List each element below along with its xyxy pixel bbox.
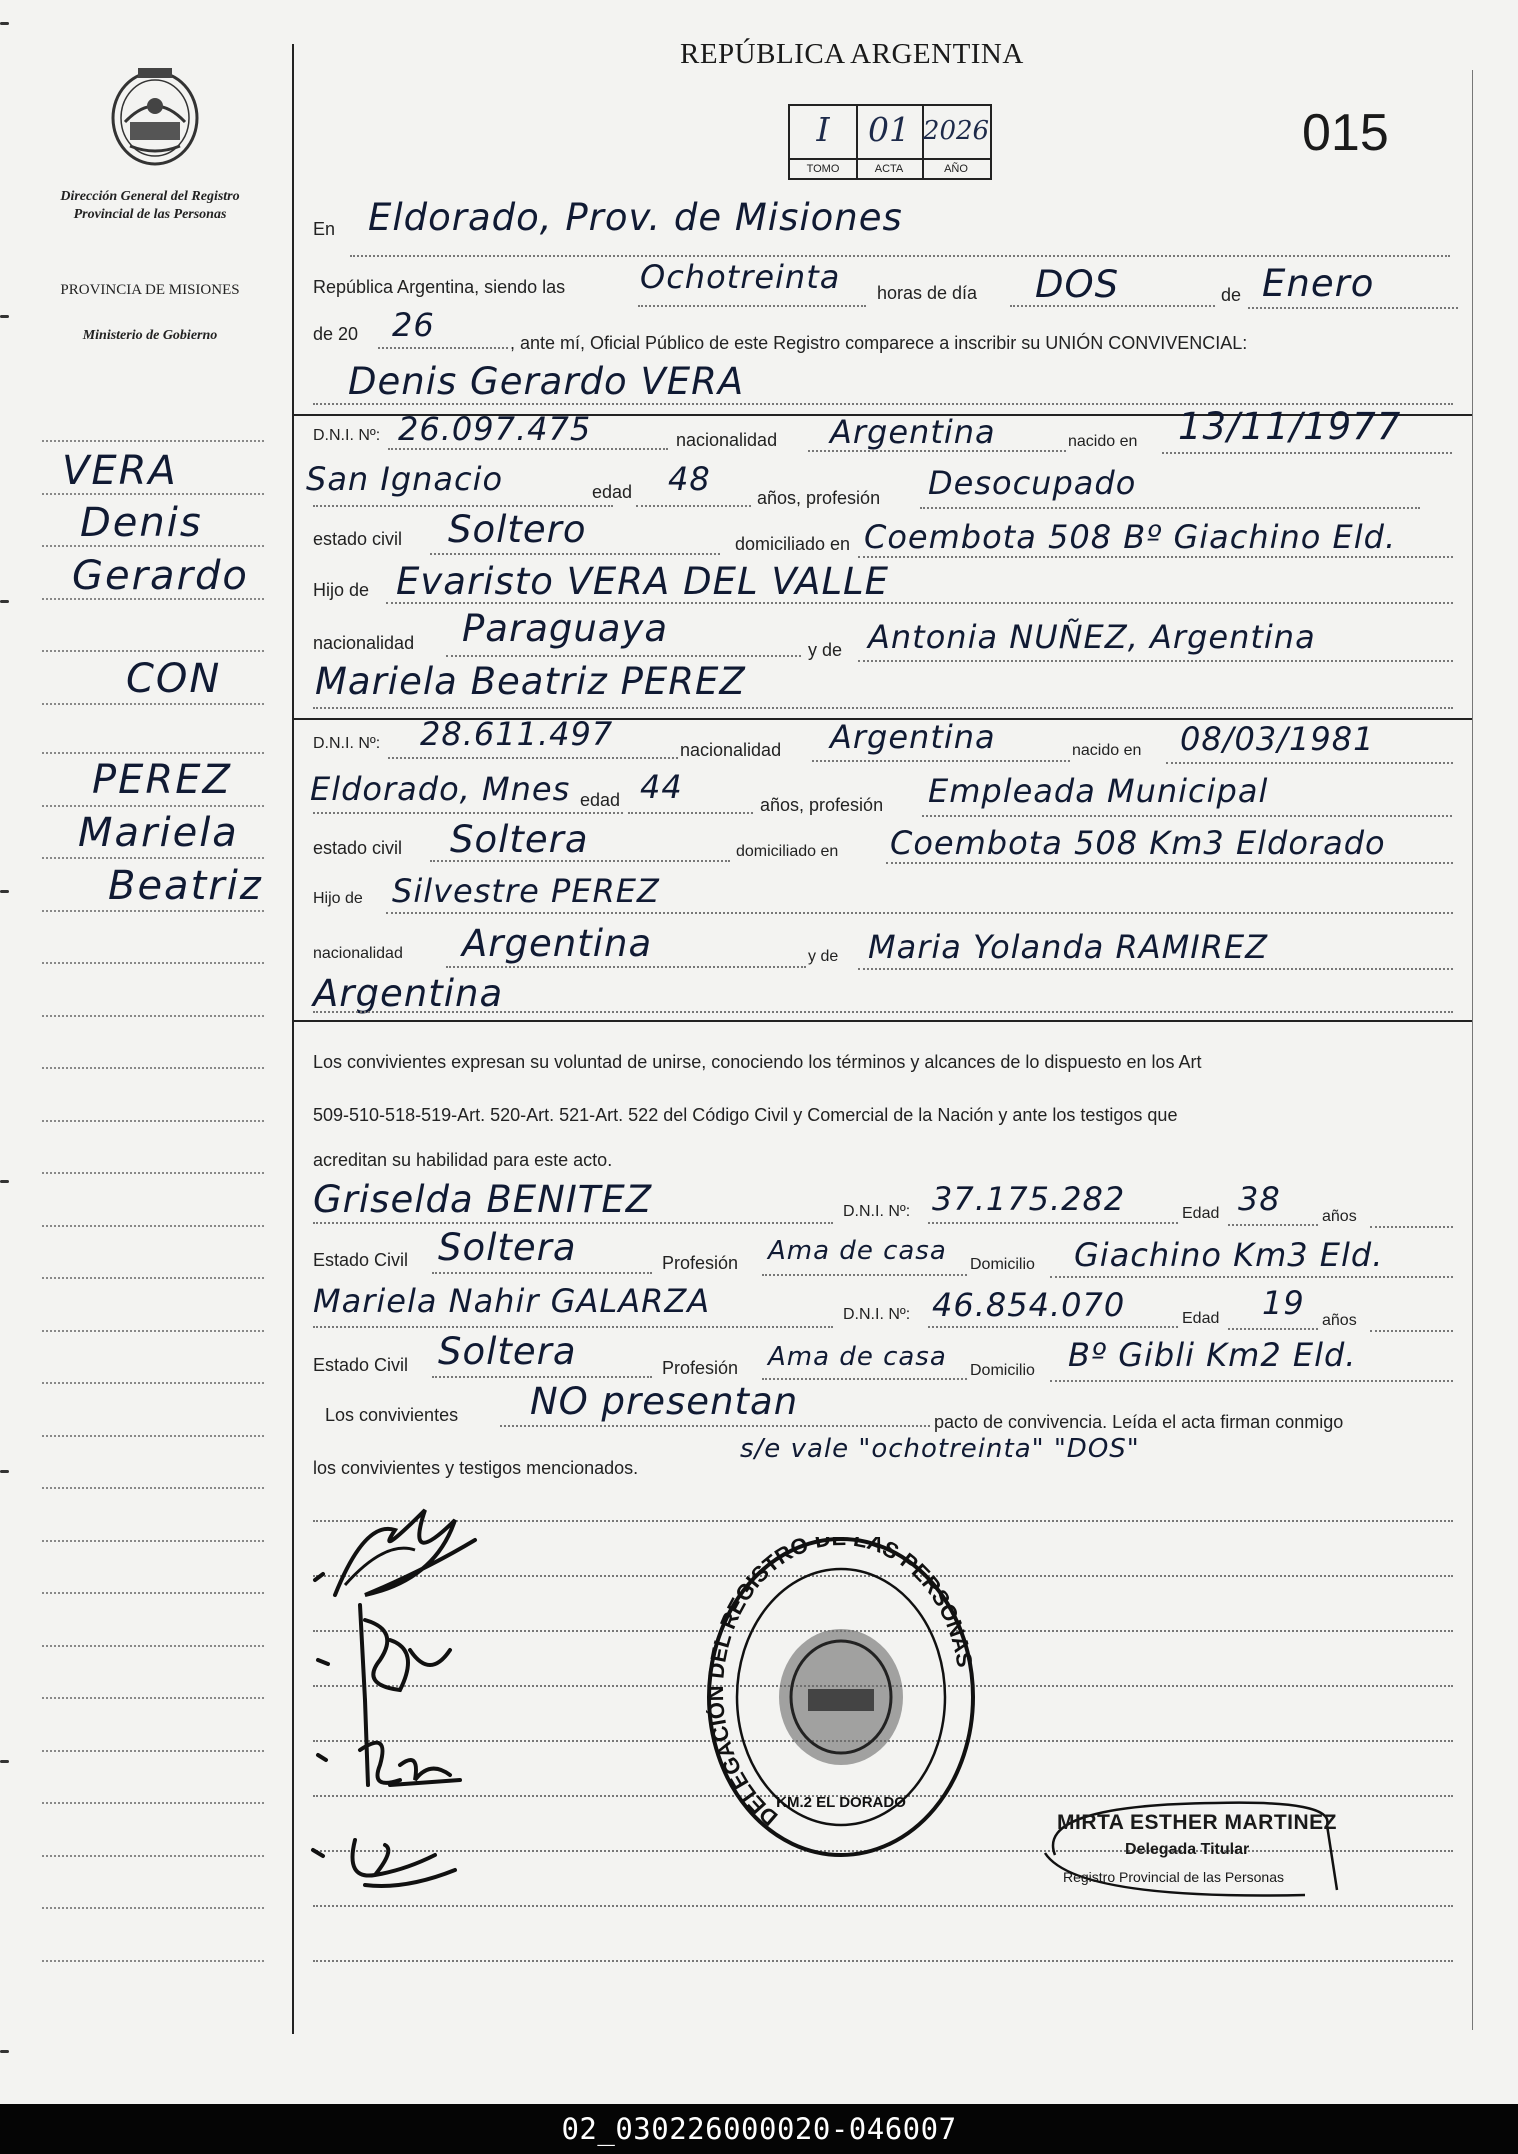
act-year: 26 bbox=[392, 306, 435, 344]
en-label: En bbox=[313, 219, 336, 239]
act-month: Enero bbox=[1262, 262, 1375, 305]
person2-mother-nationality: Argentina bbox=[313, 972, 504, 1015]
estado-civil-label-2: estado civil bbox=[313, 838, 403, 858]
witness1-civil-status: Soltera bbox=[438, 1226, 577, 1269]
y-de-label-1: y de bbox=[808, 640, 843, 660]
witness1-name: Griselda BENITEZ bbox=[313, 1178, 653, 1221]
stamp-ring-text: DELEGACI DEL REGISTRO DE LAS PERSONAS bbox=[706, 1537, 976, 1831]
binder-edge bbox=[0, 0, 10, 2104]
anos-label-w1: años bbox=[1322, 1208, 1357, 1225]
estado-civil-label-w2: Estado Civil bbox=[313, 1355, 409, 1375]
margin-firstname-2: Mariela bbox=[78, 810, 239, 856]
margin-divider bbox=[292, 44, 294, 2034]
edad-label-2: edad bbox=[580, 790, 621, 810]
person1-birth-place: San Ignacio bbox=[306, 460, 504, 498]
person1-nationality: Argentina bbox=[830, 413, 996, 451]
person1-profession: Desocupado bbox=[928, 464, 1137, 502]
dni-label-2: D.N.I. Nº: bbox=[313, 735, 381, 752]
signature-3 bbox=[310, 1690, 470, 1805]
officer-office: Registro Provincial de las Personas bbox=[1063, 1869, 1284, 1885]
person2-fullname: Mariela Beatriz PEREZ bbox=[315, 660, 746, 703]
estado-civil-label-1: estado civil bbox=[313, 529, 403, 549]
person2-age: 44 bbox=[640, 768, 683, 806]
witness2-name: Mariela Nahir GALARZA bbox=[313, 1282, 711, 1320]
margin-surname-2: PEREZ bbox=[92, 757, 232, 803]
person1-mother: Antonia NUÑEZ, Argentina bbox=[868, 618, 1316, 656]
nacido-en-label-2: nacido en bbox=[1072, 742, 1142, 759]
tomo-acta-ano-box bbox=[788, 104, 992, 180]
act-day: DOS bbox=[1035, 263, 1120, 306]
margin-middlename-1: Gerardo bbox=[72, 553, 249, 599]
person2-birth-place: Eldorado, Mnes bbox=[310, 770, 571, 808]
province-emblem-icon bbox=[100, 60, 210, 170]
anos-profesion-label-1: años, profesión bbox=[757, 488, 881, 508]
profesion-label-w1: Profesión bbox=[662, 1253, 739, 1273]
de-label: de bbox=[1221, 285, 1242, 305]
witness1-address: Giachino Km3 Eld. bbox=[1074, 1236, 1384, 1274]
registry-stamp bbox=[706, 1537, 976, 1867]
declaration-line-1: Los convivientes expresan su voluntad de unirse, conociendo los términos y alcances de lo dispuesto en los Art bbox=[313, 1052, 1202, 1072]
section-separator bbox=[292, 1020, 1472, 1022]
stamp-bottom-text: KM.2 EL DORADO bbox=[776, 1794, 906, 1811]
tomo-value: I bbox=[816, 110, 830, 149]
margin-middlename-2: Beatriz bbox=[108, 863, 263, 909]
hijo-de-label-1: Hijo de bbox=[313, 580, 370, 600]
person1-father-nationality: Paraguaya bbox=[462, 607, 669, 650]
pact-suffix: pacto de convivencia. Leída el acta firman conmigo bbox=[934, 1412, 1344, 1432]
tomo-cell bbox=[790, 106, 858, 178]
nacionalidad-label-1b: nacionalidad bbox=[313, 633, 415, 653]
right-border bbox=[1472, 70, 1473, 2030]
person2-father-nationality: Argentina bbox=[462, 922, 653, 965]
domiciliado-label-2: domiciliado en bbox=[736, 843, 839, 860]
person2-nationality: Argentina bbox=[830, 718, 996, 756]
person1-age: 48 bbox=[668, 460, 711, 498]
witness2-age: 19 bbox=[1262, 1284, 1305, 1322]
witness1-dni: 37.175.282 bbox=[932, 1180, 1126, 1218]
domicilio-label-w1: Domicilio bbox=[970, 1256, 1035, 1273]
person2-address: Coembota 508 Km3 Eldorado bbox=[890, 824, 1386, 862]
person1-birth-date: 13/11/1977 bbox=[1178, 405, 1402, 448]
domicilio-label-w2: Domicilio bbox=[970, 1362, 1035, 1379]
witness2-profession: Ama de casa bbox=[768, 1342, 947, 1372]
estado-civil-label-w1: Estado Civil bbox=[313, 1250, 409, 1270]
document-code: 02_030226000020-046007 bbox=[561, 2112, 957, 2146]
person1-civil-status: Soltero bbox=[448, 508, 587, 551]
nacionalidad-label-2b: nacionalidad bbox=[313, 945, 403, 962]
person2-mother: Maria Yolanda RAMIREZ bbox=[868, 928, 1269, 966]
witness2-dni: 46.854.070 bbox=[932, 1286, 1126, 1324]
delegate-seal bbox=[1015, 1795, 1345, 1907]
person2-father: Silvestre PEREZ bbox=[392, 872, 660, 910]
scan-footer bbox=[0, 2104, 1518, 2154]
dni-label-1: D.N.I. Nº: bbox=[313, 427, 381, 444]
person2-profession: Empleada Municipal bbox=[928, 772, 1269, 810]
witness1-age: 38 bbox=[1238, 1180, 1281, 1218]
person1-dni: 26.097.475 bbox=[398, 410, 592, 448]
witness2-civil-status: Soltera bbox=[438, 1330, 577, 1373]
hijo-de-label-2: Hijo de bbox=[313, 890, 363, 907]
margin-firstname-1: Denis bbox=[80, 500, 203, 546]
nacido-en-label-1: nacido en bbox=[1068, 433, 1138, 450]
profesion-label-w2: Profesión bbox=[662, 1358, 739, 1378]
person1-father: Evaristo VERA DEL VALLE bbox=[396, 560, 890, 603]
witness1-profession: Ama de casa bbox=[768, 1236, 947, 1266]
y-de-label-2: y de bbox=[808, 948, 839, 965]
margin-connector: CON bbox=[126, 656, 222, 702]
signature-4 bbox=[305, 1820, 465, 1900]
correction-note: s/e vale "ochotreinta" "DOS" bbox=[740, 1434, 1140, 1464]
edad-label-1: edad bbox=[592, 482, 633, 502]
anos-profesion-label-2: años, profesión bbox=[760, 795, 884, 815]
declaration-line-3: acreditan su habilidad para este acto. bbox=[313, 1150, 613, 1170]
year-prefix: de 20 bbox=[313, 324, 359, 344]
anos-label-w2: años bbox=[1322, 1312, 1357, 1329]
org-province: PROVINCIA DE MISIONES bbox=[60, 282, 240, 298]
hours-label: horas de día bbox=[877, 283, 978, 303]
officer-name: MIRTA ESTHER MARTINEZ bbox=[1057, 1811, 1337, 1834]
country-heading: REPÚBLICA ARGENTINA bbox=[680, 38, 1024, 70]
convivientes-label: Los convivientes bbox=[325, 1405, 459, 1425]
acta-cell bbox=[856, 106, 924, 178]
person1-address: Coembota 508 Bº Giachino Eld. bbox=[864, 518, 1397, 556]
country-label: República Argentina, siendo las bbox=[313, 277, 566, 297]
pact-status: NO presentan bbox=[530, 1380, 799, 1423]
ano-value: 2026 bbox=[922, 116, 990, 146]
org-name: Dirección General del Registro Provincial de las Personas bbox=[60, 189, 240, 222]
officer-title: Delegada Titular bbox=[1125, 1841, 1250, 1858]
acta-label: ACTA bbox=[856, 158, 922, 178]
nacionalidad-label-1: nacionalidad bbox=[676, 430, 778, 450]
act-place: Eldorado, Prov. de Misiones bbox=[368, 196, 903, 239]
domiciliado-label-1: domiciliado en bbox=[735, 534, 851, 554]
edad-label-w1: Edad bbox=[1182, 1205, 1220, 1222]
tomo-label: TOMO bbox=[790, 158, 856, 178]
ano-cell bbox=[922, 106, 990, 178]
org-ministry: Ministerio de Gobierno bbox=[82, 328, 218, 343]
intro-label: , ante mí, Oficial Público de este Registro comparece a inscribir su UNIÓN CONVIVENCIAL: bbox=[510, 333, 1248, 353]
margin-surname-1: VERA bbox=[62, 448, 178, 494]
edad-label-w2: Edad bbox=[1182, 1310, 1220, 1327]
witness2-address: Bº Gibli Km2 Eld. bbox=[1068, 1336, 1357, 1374]
page-number: 015 bbox=[1302, 104, 1389, 162]
dni-label-w2: D.N.I. Nº: bbox=[843, 1306, 911, 1323]
closing-line-2: los convivientes y testigos mencionados. bbox=[313, 1458, 639, 1478]
acta-value: 01 bbox=[868, 110, 910, 149]
person2-dni: 28.611.497 bbox=[420, 715, 614, 753]
dni-label-w1: D.N.I. Nº: bbox=[843, 1203, 911, 1220]
act-hour: Ochotreinta bbox=[640, 258, 841, 296]
person1-fullname: Denis Gerardo VERA bbox=[348, 360, 745, 403]
nacionalidad-label-2: nacionalidad bbox=[680, 740, 782, 760]
person2-birth-date: 08/03/1981 bbox=[1180, 720, 1375, 758]
declaration-line-2: 509-510-518-519-Art. 520-Art. 521-Art. 522 del Código Civil y Comercial de la Nación y ante los testigos que bbox=[313, 1105, 1178, 1125]
person2-civil-status: Soltera bbox=[450, 818, 589, 861]
ano-label: AÑO bbox=[922, 158, 990, 178]
